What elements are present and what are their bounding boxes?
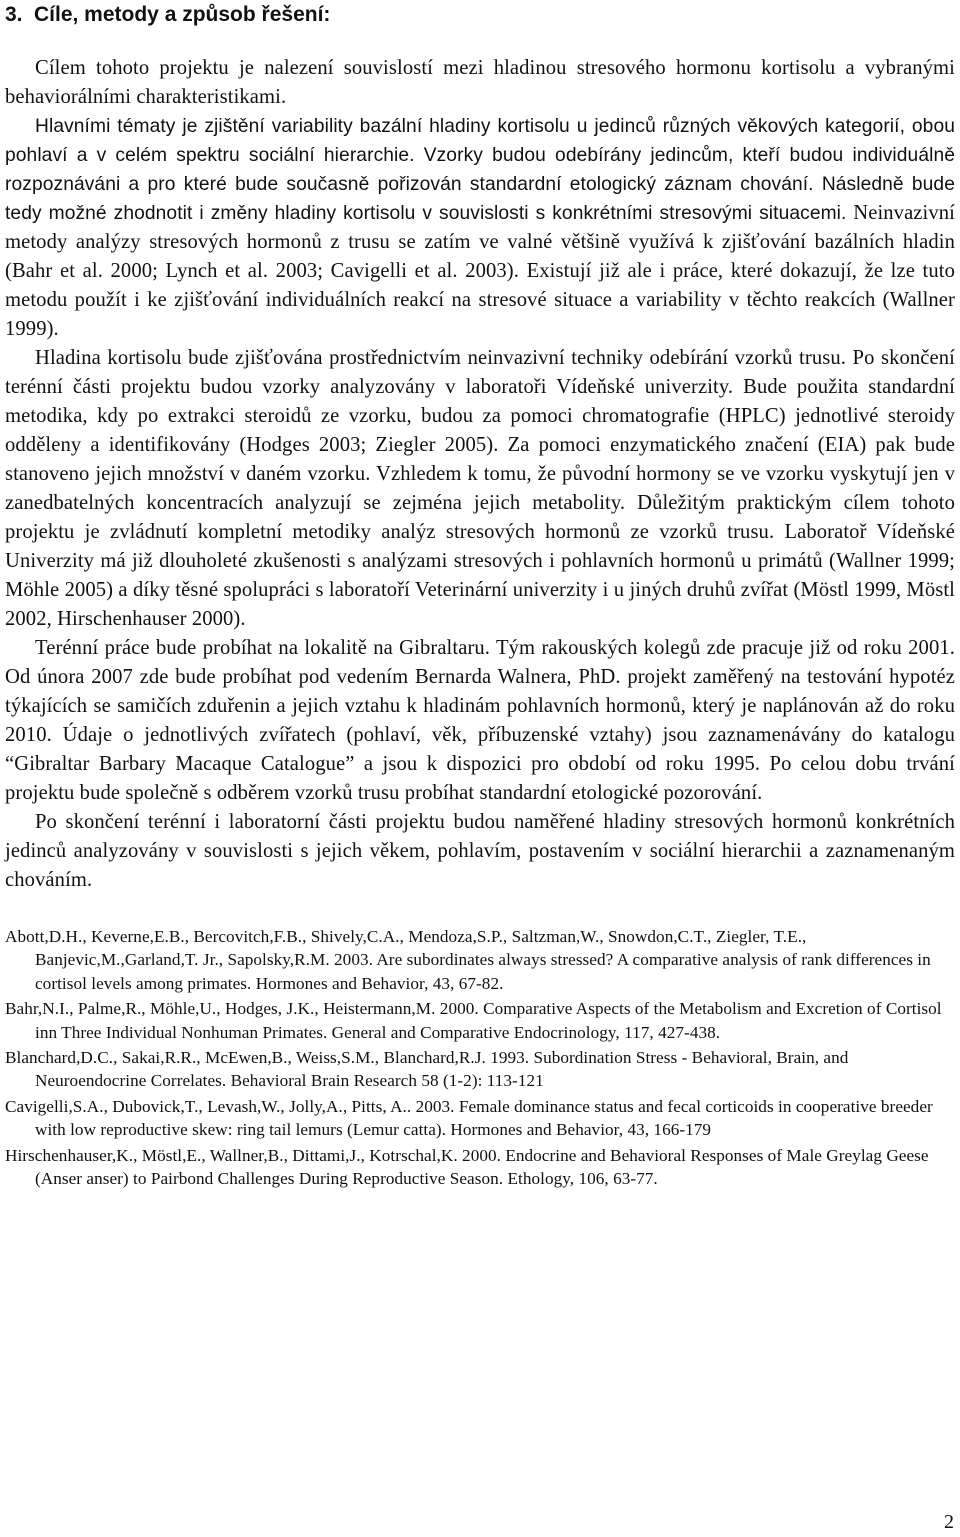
paragraph-text: Cílem tohoto projektu je nalezení souvislostí mezi hladinou stresového hormonu kortisolu a vybranými behaviorálními charakteristikami. (5, 57, 955, 108)
section-title: Cíle, metody a způsob řešení: (34, 3, 331, 26)
reference-item: Bahr,N.I., Palme,R., Möhle,U., Hodges, J.K., Heistermann,M. 2000. Comparative Aspects of the Metabolism and Excretion of Cortisol inn Three Individual Nonhuman Primates. General and Comparative Endocrinology, 117, 427-438. (5, 999, 942, 1042)
body-text (5, 54, 955, 895)
paragraph-text: Po skončení terénní i laboratorní části projektu budou naměřené hladiny stresových hormonů konkrétních jedinců analyzovány v souvislosti s jejich věkem, pohlavím, postavením v sociální hierarchii a zaznamenaným chováním. (5, 811, 955, 891)
paragraph (5, 808, 955, 895)
reference-item: Abott,D.H., Keverne,E.B., Bercovitch,F.B., Shively,C.A., Mendoza,S.P., Saltzman,W., Snowdon,C.T., Ziegler, T.E., Banjevic,M.,Garland,T. Jr., Sapolsky,R.M. 2003. Are subordinates always stressed? A comparative analysis of rank differences in cortisol levels among primates. Hormones and Behavior, 43, 67-82. (5, 927, 931, 993)
reference-list (5, 925, 955, 1190)
reference-item: Cavigelli,S.A., Dubovick,T., Levash,W., Jolly,A., Pitts, A.. 2003. Female dominance status and fecal corticoids in cooperative breeder with low reproductive skew: ring tail lemurs (Lemur catta). Hormones and Behavior, 43, 166-179 (5, 1096, 933, 1140)
reference-item: Hirschenhauser,K., Möstl,E., Wallner,B., Dittami,J., Kotrschal,K. 2000. Endocrine and Behavioral Responses of Male Greylag Geese (Anser anser) to Pairbond Challenges During Reproductive Season. Ethology, 106, 63-77. (5, 1145, 929, 1189)
paragraph (5, 634, 955, 808)
paragraph-text-sans: Hlavními tématy je zjištění variability bazální hladiny kortisolu u jedinců různých věkových kategorií, obou pohlaví a v celém spektru sociální hierarchie. Vzorky budou odebírány jedincům, kteří budou individuálně rozpoznáváni a pro které bude současně pořizován standardní etologický záznam chování. (5, 116, 955, 195)
paragraph (5, 112, 955, 344)
paragraph-text: Hladina kortisolu bude zjišťována prostřednictvím neinvazivní techniky odebírání vzorků trusu. Po skončení terénní části projektu budou vzorky analyzovány v laboratoři Vídeňské univerzity. Bude použita standardní metodika, kdy po extrakci steroidů ze vzorku, budou za pomoci chromatografie (HPLC) jednotlivé steroidy odděleny a identifikovány (Hodges 2003; Ziegler 2005). Za pomoci enzymatického značení (EIA) pak bude stanoveno jejich množství v daném vzorku. Vzhledem k tomu, že původní hormony se ve vzorku vyskytují jen v zanedbatelných koncentracích analyzují se zejména jejich metabolity. Důležitým praktickým cílem tohoto projektu je zvládnutí kompletní metodiky analýz stresových hormonů ze vzorků trusu. Laboratoř Vídeňské Univerzity má již dlouholeté zkušenosti s analýzami stresových i pohlavních hormonů u primátů (Wallner 1999; Möhle 2005) a díky těsné spolupráci s laboratoří Veterinární univerzity i u jiných druhů zvířat (Möstl 1999, Möstl 2002, Hirschenhauser 2000). (5, 347, 955, 630)
paragraph (5, 344, 955, 634)
paragraph-text: Neinvazivní metody analýzy stresových hormonů z trusu se zatím ve valné většině využívá k zjišťování bazálních hladin (Bahr et al. 2000; Lynch et al. 2003; Cavigelli et al. 2003). Existují již ale i práce, které dokazují, že lze tuto metodu použít i ke zjišťování individuálních reakcí na stresové situace a variability v těchto reakcích (Wallner 1999). (5, 202, 955, 340)
paragraph-text: Terénní práce bude probíhat na lokalitě na Gibraltaru. Tým rakouských kolegů zde pracuje již od roku 2001. Od února 2007 zde bude probíhat pod vedením Bernarda Walnera, PhD. projekt zaměřený na testování hypotéz týkajících se samičích zduřenin a jejich vztahu k hladinám pohlavních hormonů, který je naplánován až do roku 2010. Údaje o jednotlivých zvířatech (pohlaví, věk, příbuzenské vztahy) jsou zaznamenávány do katalogu “Gibraltar Barbary Macaque Catalogue” a jsou k dispozici pro období od roku 1995. Po celou dobu trvání projektu bude společně s odběrem vzorků trusu probíhat standardní etologické pozorování. (5, 637, 955, 804)
section-heading (5, 0, 955, 29)
page-number: 2 (944, 1511, 954, 1533)
section-number: 3. (5, 3, 23, 26)
paragraph-text-sans: Následně bude tedy možné zhodnotit i změny hladiny kortisolu v souvislosti s konkrétními stresovými situacemi. (5, 174, 955, 224)
reference-item: Blanchard,D.C., Sakai,R.R., McEwen,B., Weiss,S.M., Blanchard,R.J. 1993. Subordination Stress - Behavioral, Brain, and Neuroendocrine Correlates. Behavioral Brain Research 58 (1-2): 113-121 (5, 1048, 849, 1091)
paragraph (5, 54, 955, 112)
